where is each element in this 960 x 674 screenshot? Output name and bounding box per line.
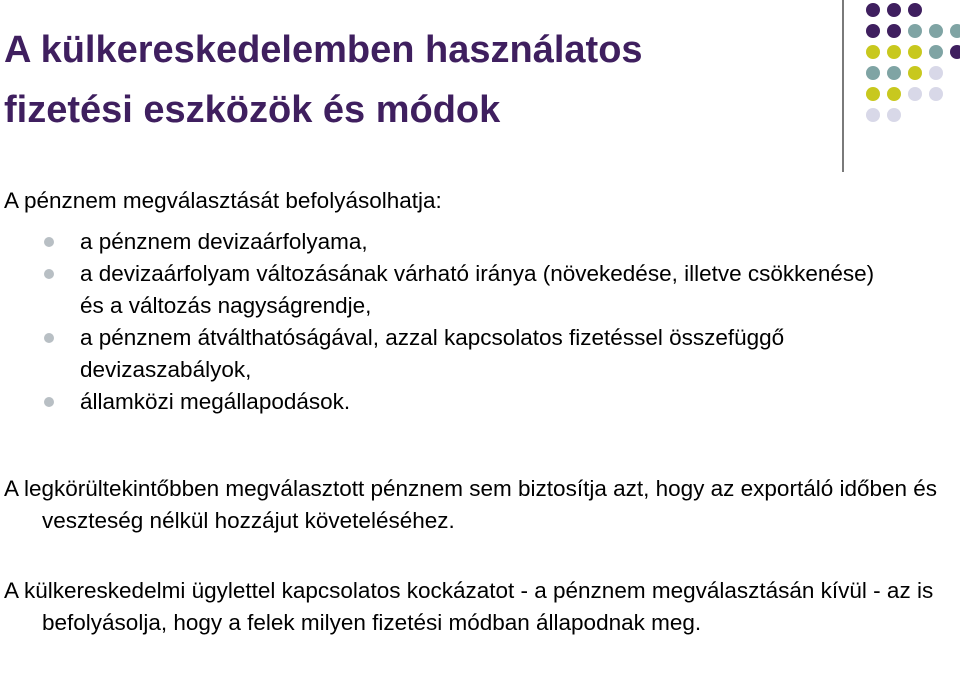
decorative-dot xyxy=(929,24,943,38)
decorative-dot xyxy=(887,108,901,122)
bullet-item xyxy=(44,386,884,418)
decorative-dot xyxy=(887,66,901,80)
bullet-item xyxy=(44,322,884,386)
bullet-list xyxy=(44,226,884,418)
intro-text: A pénznem megválasztását befolyásolhatja: xyxy=(4,188,442,213)
decorative-dot xyxy=(866,3,880,17)
bullet-dot xyxy=(44,269,54,279)
bullet-dot xyxy=(44,237,54,247)
decorative-dot xyxy=(866,66,880,80)
bullet-text: a pénznem devizaárfolyama, xyxy=(80,229,368,254)
decorative-dot xyxy=(866,87,880,101)
bullet-text: a pénznem átválthatóságával, azzal kapcsolatos fizetéssel összefüggő devizaszabályok, xyxy=(80,325,785,382)
decorative-dot xyxy=(908,87,922,101)
slide-title-line-2: fizetési eszközök és módok xyxy=(4,89,501,131)
bullet-text: a devizaárfolyam változásának várható iránya (növekedése, illetve csökkenése) és a változás nagyságrendje, xyxy=(80,261,875,318)
decorative-dot xyxy=(908,24,922,38)
decorative-dot xyxy=(929,45,943,59)
slide-title xyxy=(4,20,824,140)
decorative-dot xyxy=(950,45,960,59)
vertical-divider xyxy=(842,0,844,172)
decorative-dot xyxy=(887,3,901,17)
paragraph-payment-method: A külkereskedelmi ügylettel kapcsolatos kockázatot - a pénznem megválasztásán kívül - az is befolyásolja, hogy a felek milyen fizetési módban állapodnak meg. xyxy=(4,578,934,635)
decorative-dot xyxy=(908,3,922,17)
decorative-dot xyxy=(908,66,922,80)
decorative-dot xyxy=(929,87,943,101)
decorative-dot xyxy=(887,24,901,38)
decorative-dot xyxy=(929,66,943,80)
paragraph-exporter-risk: A legkörültekintőbben megválasztott pénznem sem biztosítja azt, hogy az exportáló időben és veszteség nélkül hozzájut követeléséhez. xyxy=(4,476,938,533)
bullet-text: államközi megállapodások. xyxy=(80,389,351,414)
bullet-item xyxy=(44,226,884,258)
decorative-dot xyxy=(866,108,880,122)
bullet-item xyxy=(44,258,884,322)
bullet-dot xyxy=(44,397,54,407)
decorative-dot xyxy=(866,24,880,38)
decorative-dot xyxy=(950,24,960,38)
bullet-dot xyxy=(44,333,54,343)
decorative-dot xyxy=(887,87,901,101)
decorative-dot xyxy=(887,45,901,59)
slide-title-line-1: A külkereskedelemben használatos xyxy=(4,29,643,71)
decorative-dot xyxy=(866,45,880,59)
decorative-dot xyxy=(908,45,922,59)
